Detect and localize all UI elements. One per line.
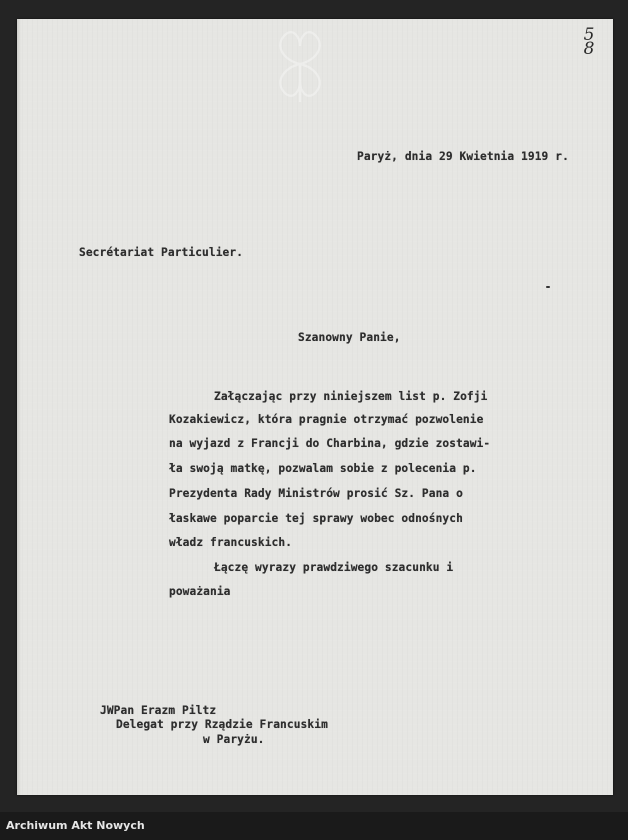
address-line: JWPan Erazm Piltz: [100, 704, 217, 717]
page-number: 58: [583, 25, 595, 59]
address-line: Delegat przy Rządzie Francuskim: [116, 718, 328, 731]
closing-line: Łączę wyrazy prawdziwego szacunku i: [214, 561, 454, 574]
body-line: Załączając przy niniejszem list p. Zofji: [214, 390, 488, 403]
ink-mark: [546, 286, 550, 288]
address-line: w Paryżu.: [203, 733, 265, 746]
paper-edge: [17, 19, 21, 795]
letter-page: [17, 19, 613, 795]
date-line: Paryż, dnia 29 Kwietnia 1919 r.: [357, 150, 569, 163]
body-line: władz francuskich.: [169, 536, 293, 549]
closing-line: poważania: [169, 585, 231, 598]
body-line: łaskawe poparcie tej sprawy wobec odnośnych: [169, 512, 463, 525]
body-line: na wyjazd z Francji do Charbina, gdzie zostawi-: [169, 437, 491, 450]
watermark-clover-icon: [262, 24, 338, 104]
body-line: Kozakiewicz, która pragnie otrzymać pozwolenie: [169, 413, 484, 426]
body-line: ła swoją matkę, pozwalam sobie z polecenia p.: [169, 462, 477, 475]
recipient-office: Secrétariat Particulier.: [79, 246, 244, 259]
salutation: Szanowny Panie,: [298, 331, 401, 344]
body-line: Prezydenta Rady Ministrów prosić Sz. Pana o: [169, 487, 463, 500]
archive-label: Archiwum Akt Nowych: [6, 819, 145, 832]
